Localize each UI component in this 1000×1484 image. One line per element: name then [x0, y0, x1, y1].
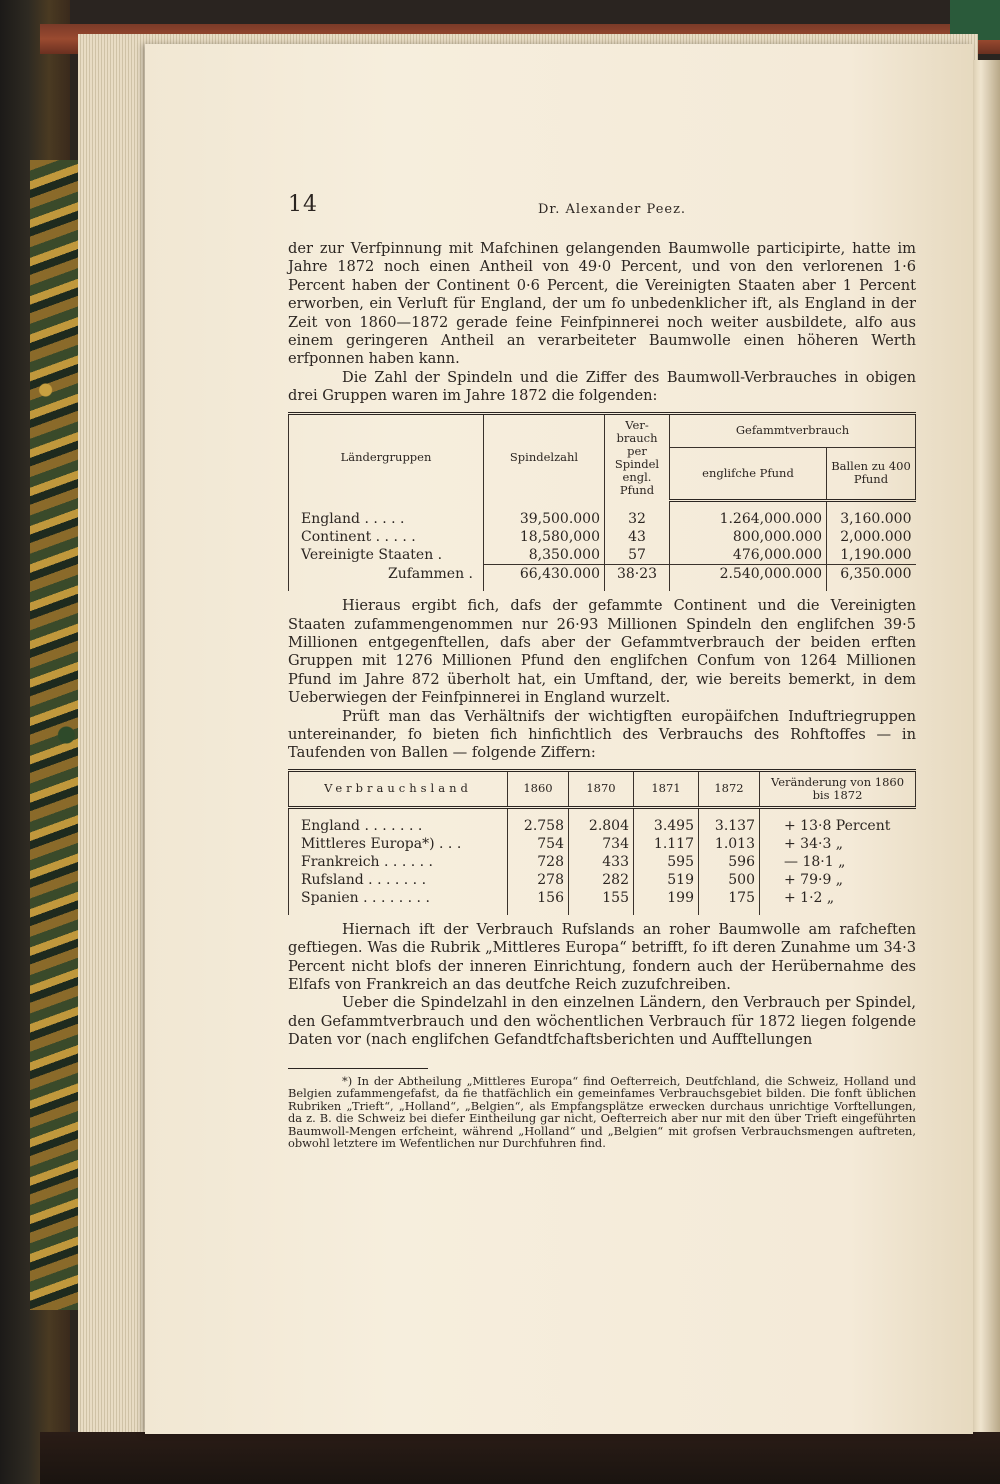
col-per-spindle: Ver-brauch per Spindel engl. Pfund [605, 413, 670, 501]
paragraph-5: Hiernach ift der Verbrauch Rufslands an roher Baumwolle am rafcheften geftiegen. Was die Rubrik „Mittleres Europa“ betrifft, fo ift deren Zunahme um 34·3 Percent nicht blofs der inneren Einrichtung, fondern auch der Herübernahme des Elfafs von Frankreich an das deutfche Reich zuzufchreiben. [288, 920, 916, 994]
table-row: Frankreich . . . . . . 728 433 595 596 — 18·1 „ [289, 853, 916, 871]
table-row: Continent . . . . . 18,580,000 43 800,000.000 2,000.000 [289, 528, 916, 546]
paragraph-1: der zur Verfpinnung mit Mafchinen gelangenden Baumwolle participirte, hatte im Jahre 1872 noch einen Antheil von 49·0 Percent, und von den verlorenen 1·6 Percent haben der Continent 0·6 Percent, die Vereinigten Staaten aber 1 Percent erworben, ein Verluft für England, der um fo unbedenklicher ift, als England in der Zeit von 1860—1872 gerade feine Feinfpinnerei noch weiter ausbildete, alfo aus einem geringeren Antheil an verarbeiteter Baumwolle einen höheren Werth erfponnen haben kann. [288, 240, 916, 368]
col-1870: 1870 [569, 770, 634, 807]
consumption-table [288, 769, 916, 915]
col-consumption-country: Verbrauchsland [289, 770, 508, 807]
table-row: Rufsland . . . . . . . 278 282 519 500 + 79·9 „ [289, 871, 916, 889]
table-row: Mittleres Europa*) . . . 754 734 1.117 1.013 + 34·3 „ [289, 835, 916, 853]
col-bales: Ballen zu 400 Pfund [827, 447, 916, 500]
marbled-cover-edge [30, 160, 85, 1310]
page-number: 14 [288, 192, 318, 217]
page-content [288, 192, 916, 1150]
book-cover-bottom [40, 1432, 1000, 1484]
col-spindles: Spindelzahl [484, 413, 605, 501]
col-1871: 1871 [634, 770, 699, 807]
footnote: *) In der Abtheilung „Mittleres Europa“ find Oefterreich, Deutfchland, die Schweiz, Holland und Belgien zufammengefafst, da fie thatfächlich ein gemeinfames Verbrauchsgebiet bilden. Die fonft üblichen Rubriken „Trieft“, „Holland“, „Belgien“, als Empfangsplätze erwecken durchaus unrichtige Vorftellungen, da z. B. die Schweiz bei diefer Eintheilung gar nicht, Oefterreich aber nur mit den über Trieft eingeführten Baumwoll-Mengen erfcheint, während „Holland“ und „Belgien“ mit grofsen Verbrauchsmengen auftreten, obwohl letztere im Wefentlichen nur Durchfuhren find. [288, 1073, 916, 1151]
col-change: Veränderung von 1860 bis 1872 [760, 770, 916, 807]
spindle-table [288, 412, 916, 592]
col-1860: 1860 [508, 770, 569, 807]
col-1872: 1872 [699, 770, 760, 807]
table-total-row: Zufammen . 66,430.000 38·23 2.540,000.000 6,350.000 [289, 565, 916, 584]
running-head: Dr. Alexander Peez. [538, 202, 687, 217]
paragraph-6: Ueber die Spindelzahl in den einzelnen Ländern, den Verbrauch per Spindel, den Gefammtverbrauch und den wöchentlichen Verbrauch für 1872 liegen folgende Daten vor (nach englifchen Gefandtfchaftsberichten und Aufftellungen [288, 994, 916, 1049]
footnote-rule [288, 1068, 428, 1069]
table-row: England . . . . . 39,500.000 32 1.264,000.000 3,160.000 [289, 510, 916, 528]
paragraph-4: Prüft man das Verhältnifs der wichtigften europäifchen Induftriegruppen untereinander, fo bieten fich hinfichtlich des Verbrauchs des Rohftoffes — in Taufenden von Ballen — folgende Ziffern: [288, 707, 916, 762]
table-row: Spanien . . . . . . . . 156 155 199 175 + 1·2 „ [289, 889, 916, 907]
page-header [288, 192, 916, 222]
col-total-consumption: Gefammtverbrauch [670, 413, 916, 447]
paragraph-3: Hieraus ergibt fich, dafs der gefammte Continent und die Vereinigten Staaten zufammengenommen nur 26·93 Millionen Spindeln den englifchen 39·5 Millionen entgegenftellen, dafs aber der Gefammtverbrauch der beiden erften Gruppen mit 1276 Millionen Pfund den englifchen Confum von 1264 Millionen Pfund im Jahre 872 überholt hat, ein Umftand, der, wie bereits bemerkt, in dem Ueberwiegen der Feinfpinnerei in England wurzelt. [288, 597, 916, 707]
table-row: England . . . . . . . 2.758 2.804 3.495 3.137 + 13·8 Percent [289, 817, 916, 835]
paragraph-2: Die Zahl der Spindeln und die Ziffer des Baumwoll-Verbrauches in obigen drei Gruppen waren im Jahre 1872 die folgenden: [288, 368, 916, 405]
col-english-pounds: englifche Pfund [670, 447, 827, 500]
col-country-groups: Ländergruppen [289, 413, 484, 501]
table-row: Vereinigte Staaten . 8,350.000 57 476,000.000 1,190.000 [289, 546, 916, 565]
